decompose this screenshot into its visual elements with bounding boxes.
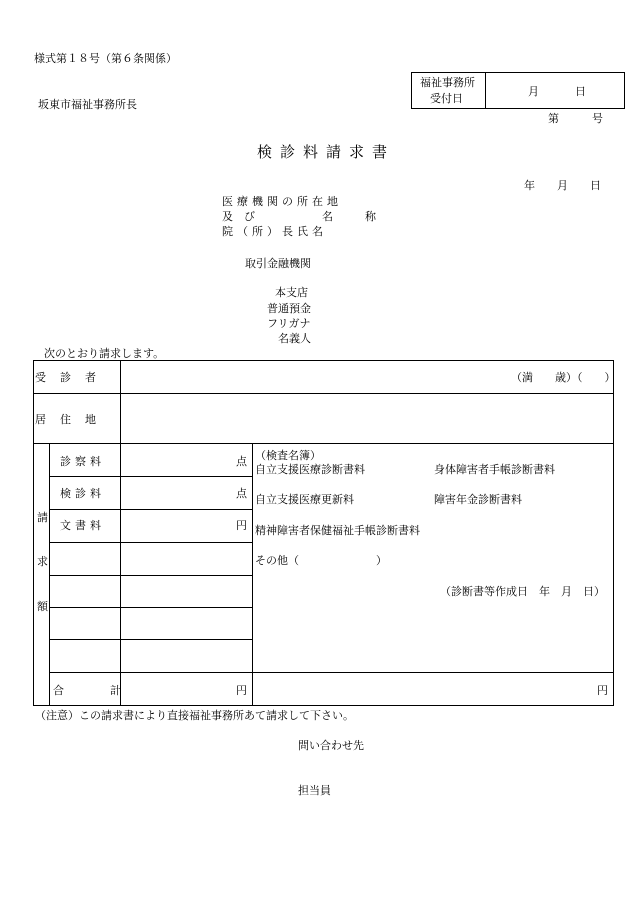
institution-name-label-2: 名 — [322, 210, 333, 223]
address-label: 居住地 — [35, 413, 110, 426]
institution-address-label: 医療機関の所在地 — [222, 195, 342, 208]
claim-row-label-3: 文書料 — [60, 519, 105, 532]
date-line: 年 月 日 — [524, 179, 601, 192]
exam-item-4: 障害年金診断書料 — [434, 493, 522, 506]
claim-group-label-3: 額 — [37, 600, 48, 613]
institution-name-label-3: 称 — [365, 210, 376, 223]
patient-age: （満 歳）（ ） — [511, 371, 616, 384]
claim-row-unit-2: 点 — [236, 487, 247, 500]
exam-other: その他（ ） — [255, 554, 387, 567]
patient-label: 受診者 — [35, 371, 110, 384]
bank-label: 取引金融機関 — [245, 257, 311, 270]
intro-text: 次のとおり請求します。 — [44, 347, 165, 360]
director-label: 院（所）長氏名 — [222, 225, 327, 238]
bank-furigana: フリガナ — [267, 317, 311, 330]
exam-item-1: 自立支援医療診断書料 — [255, 463, 365, 476]
note-text: （注意）この請求書により直接福祉事務所あて請求して下さい。 — [35, 709, 354, 722]
form-id: 様式第１８号（第６条関係） — [34, 52, 177, 65]
claim-group-label-1: 請 — [37, 511, 48, 524]
exam-header: （検査名簿） — [255, 449, 321, 462]
total-label-2: 計 — [110, 684, 121, 697]
institution-name-label-1: 及 び — [222, 210, 255, 223]
bank-branch: 本支店 — [275, 286, 308, 299]
addressee: 坂東市福祉事務所長 — [38, 98, 137, 111]
total-label-1: 合 — [53, 684, 64, 697]
claim-row-label-1: 診察料 — [60, 455, 105, 468]
reception-label-2: 受付日 — [430, 92, 463, 105]
claim-row-label-2: 検診料 — [60, 487, 105, 500]
exam-item-3: 自立支援医療更新料 — [255, 493, 354, 506]
claim-row-unit-3: 円 — [236, 519, 247, 532]
staff-label: 担当員 — [298, 784, 331, 797]
right-total-unit: 円 — [597, 684, 608, 697]
claim-group-label-2: 求 — [37, 555, 48, 568]
exam-item-2: 身体障害者手帳診断書料 — [434, 463, 555, 476]
reception-month: 月 — [528, 85, 539, 98]
page-title: 検診料請求書 — [257, 143, 396, 161]
reception-label-1: 福祉事務所 — [420, 76, 475, 89]
bank-account-type: 普通預金 — [267, 302, 311, 315]
bank-holder: 名義人 — [278, 332, 311, 345]
contact-label: 問い合わせ先 — [298, 739, 364, 752]
total-unit: 円 — [236, 684, 247, 697]
exam-item-5: 精神障害者保健福祉手帳診断書料 — [255, 524, 420, 537]
claim-row-unit-1: 点 — [236, 455, 247, 468]
reception-day: 日 — [575, 85, 586, 98]
number-label: 第 号 — [548, 112, 603, 125]
exam-created-date: （診断書等作成日 年 月 日） — [440, 585, 605, 598]
